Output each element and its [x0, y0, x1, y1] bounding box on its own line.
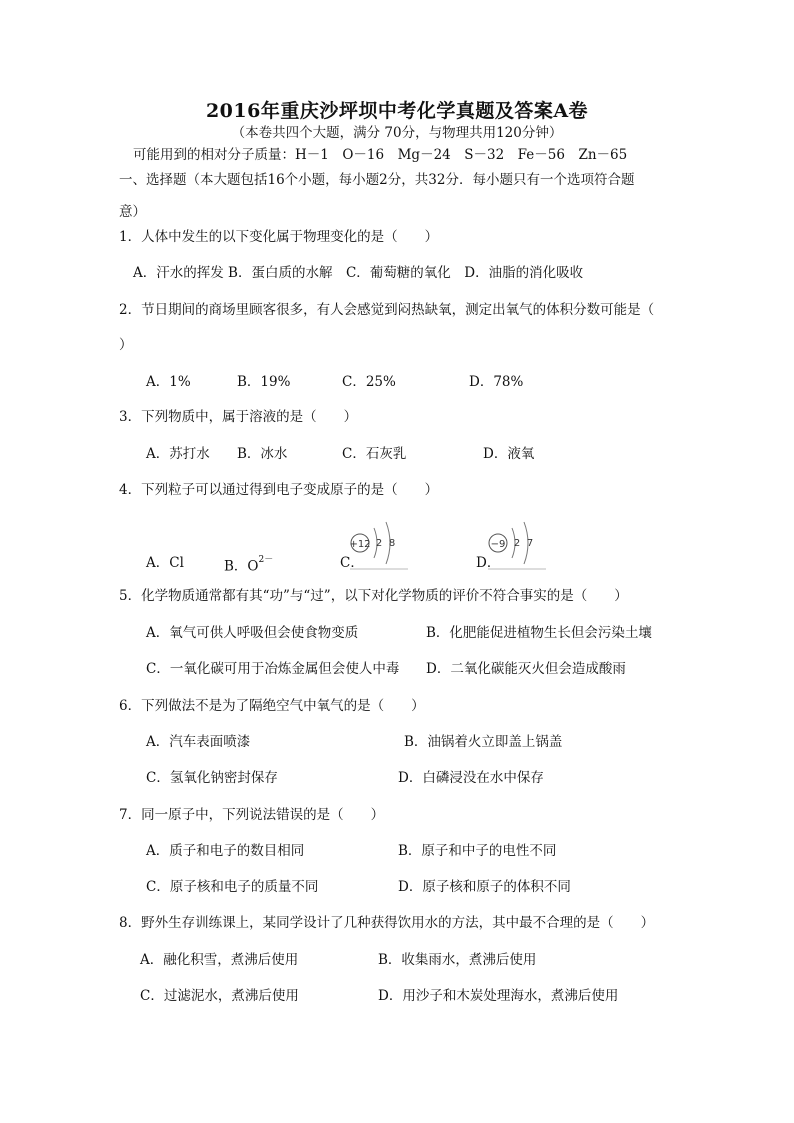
nucleus-charge-d: −9 — [490, 539, 506, 550]
q6-option-c: C．氢氧化钠密封保存 — [146, 770, 278, 786]
q3-option-b: B．冰水 — [237, 446, 288, 462]
q4-option-c: C． — [340, 555, 364, 571]
q7-option-a: A．质子和电子的数目相同 — [146, 843, 305, 859]
atom-diagram-c — [348, 516, 410, 570]
q5-option-d: D．二氧化碳能灭火但会造成酸雨 — [426, 661, 626, 677]
q6-option-b: B．油锅着火立即盖上锅盖 — [404, 734, 563, 750]
q8-option-c: C．过滤泥水，煮沸后使用 — [140, 988, 299, 1004]
atom-diagram-d — [486, 516, 548, 570]
q8-option-b: B．收集雨水，煮沸后使用 — [378, 952, 537, 968]
shell-electrons-c2: 8 — [388, 538, 396, 549]
shell-electrons-c1: 2 — [375, 538, 383, 549]
q7-stem: 7．同一原子中，下列说法错误的是（ ） — [119, 807, 385, 823]
q2-stem-cont: ） — [119, 337, 133, 353]
exam-subtitle: （本卷共四个大题，满分 70分，与物理共用120分钟） — [231, 125, 563, 141]
section1-heading: 一、选择题（本大题包括16个小题，每小题2分，共32分．每小题只有一个选项符合题 — [119, 172, 635, 188]
q4-option-b-charge: 2－ — [258, 555, 274, 565]
q2-stem: 2．节日期间的商场里顾客很多，有人会感觉到闷热缺氧，测定出氧气的体积分数可能是（ — [119, 302, 655, 318]
q5-stem: 5．化学物质通常都有其“功”与“过”，以下对化学物质的评价不符合事实的是（ ） — [119, 588, 628, 604]
q2-option-c: C．25% — [342, 374, 396, 390]
q6-option-d: D．白磷浸没在水中保存 — [398, 770, 544, 786]
q8-stem: 8．野外生存训练课上，某同学设计了几种获得饮用水的方法，其中最不合理的是（ ） — [119, 915, 655, 931]
q8-option-d: D．用沙子和木炭处理海水，煮沸后使用 — [378, 988, 619, 1004]
q1-options: A．汗水的挥发 B．蛋白质的水解 C．葡萄糖的氧化 D．油脂的消化吸收 — [133, 265, 584, 281]
nucleus-charge-c: +12 — [349, 539, 371, 550]
q2-option-a: A．1% — [146, 374, 191, 390]
q3-option-c: C．石灰乳 — [342, 446, 407, 462]
q4-option-a: A．Cl — [146, 555, 184, 571]
shell-electrons-d1: 2 — [513, 538, 521, 549]
q7-option-d: D．原子核和原子的体积不同 — [398, 879, 571, 895]
q3-option-d: D．液氧 — [483, 446, 535, 462]
exam-title: 2016年重庆沙坪坝中考化学真题及答案A卷 — [205, 100, 589, 122]
q2-option-d: D．78% — [469, 374, 524, 390]
shell-electrons-d2: 7 — [526, 538, 534, 549]
q1-stem: 1．人体中发生的以下变化属于物理变化的是（ ） — [119, 229, 439, 245]
q7-option-b: B．原子和中子的电性不同 — [398, 843, 557, 859]
q5-option-b: B．化肥能促进植物生长但会污染土壤 — [426, 625, 652, 641]
section1-heading-cont: 意） — [119, 204, 146, 220]
q5-option-c: C．一氧化碳可用于冶炼金属但会使人中毒 — [146, 661, 400, 677]
q7-option-c: C．原子核和电子的质量不同 — [146, 879, 319, 895]
q3-option-a: A．苏打水 — [146, 446, 210, 462]
q4-option-d: D． — [476, 555, 501, 571]
q6-option-a: A．汽车表面喷漆 — [146, 734, 251, 750]
q3-stem: 3．下列物质中，属于溶液的是（ ） — [119, 409, 358, 425]
q8-option-a: A．融化积雪，煮沸后使用 — [140, 952, 299, 968]
atomic-masses: 可能用到的相对分子质量：H－1 O－16 Mg－24 S－32 Fe－56 Zn－65 — [133, 147, 628, 163]
q5-option-a: A．氧气可供人呼吸但会使食物变质 — [146, 625, 359, 641]
q6-stem: 6．下列做法不是为了隔绝空气中氧气的是（ ） — [119, 698, 425, 714]
q2-option-b: B．19% — [237, 374, 291, 390]
q4-option-b: B．$O^{2-}$ — [224, 555, 274, 575]
q4-stem: 4．下列粒子可以通过得到电子变成原子的是（ ） — [119, 482, 439, 498]
